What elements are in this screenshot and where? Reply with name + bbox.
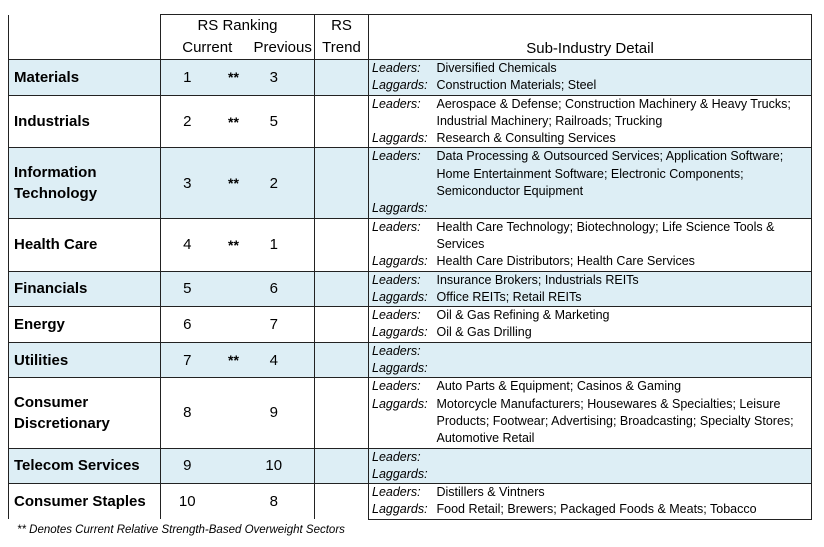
sector-name: Energy — [9, 307, 161, 343]
table-row — [9, 484, 812, 502]
previous-rank: 10 — [254, 448, 315, 484]
current-rank: 2 — [161, 95, 214, 148]
laggards-detail — [437, 360, 812, 378]
leaders-detail: Oil & Gas Refining & Marketing — [437, 307, 812, 325]
laggards-label: Laggards: — [369, 200, 437, 218]
table-row — [9, 148, 812, 166]
previous-rank: 7 — [254, 307, 315, 343]
rs-trend-header-line1: RS — [315, 15, 369, 36]
leaders-label: Leaders: — [369, 378, 437, 396]
leaders-detail: Insurance Brokers; Industrials REITs — [437, 271, 812, 289]
rs-trend-cell — [315, 342, 369, 378]
current-rank: 4 — [161, 218, 214, 271]
label-spacer — [369, 113, 437, 130]
laggards-detail: Construction Materials; Steel — [437, 77, 812, 95]
previous-rank: 8 — [254, 484, 315, 520]
current-rank: 6 — [161, 307, 214, 343]
overweight-marker — [214, 271, 254, 307]
laggards-detail: Health Care Distributors; Health Care Services — [437, 253, 812, 271]
laggards-detail: Research & Consulting Services — [437, 130, 812, 148]
current-rank: 1 — [161, 60, 214, 96]
overweight-marker: ** — [214, 148, 254, 218]
rs-trend-header-line2: Trend — [315, 35, 369, 60]
current-rank: 7 — [161, 342, 214, 378]
laggards-detail: Food Retail; Brewers; Packaged Foods & Meats; Tobacco — [437, 501, 812, 519]
leaders-detail: Aerospace & Defense; Construction Machinery & Heavy Trucks; — [437, 95, 812, 113]
leaders-label: Leaders: — [369, 448, 437, 466]
previous-rank: 1 — [254, 218, 315, 271]
leaders-detail: Semiconductor Equipment — [437, 183, 812, 200]
label-spacer — [369, 183, 437, 200]
sector-name: Consumer Discretionary — [9, 378, 161, 448]
rs-trend-cell — [315, 271, 369, 307]
table-row — [9, 218, 812, 236]
laggards-label: Laggards: — [372, 396, 428, 411]
sector-name: Financials — [9, 271, 161, 307]
leaders-detail: Diversified Chemicals — [437, 60, 812, 78]
leaders-detail: Services — [437, 236, 812, 253]
overweight-marker: ** — [214, 342, 254, 378]
rs-trend-cell — [315, 218, 369, 271]
previous-rank: 5 — [254, 95, 315, 148]
leaders-label: Leaders: — [369, 484, 437, 502]
rs-trend-cell — [315, 484, 369, 520]
leaders-label: Leaders: — [369, 307, 437, 325]
sector-name: Materials — [9, 60, 161, 96]
leaders-detail: Home Entertainment Software; Electronic Components; — [437, 166, 812, 183]
laggards-detail — [437, 200, 812, 218]
sector-name: Information Technology — [9, 148, 161, 218]
leaders-detail: Industrial Machinery; Railroads; Trucking — [437, 113, 812, 130]
laggards-label: Laggards: — [369, 466, 437, 484]
rs-trend-cell — [315, 60, 369, 96]
sector-name: Utilities — [9, 342, 161, 378]
leaders-detail: Data Processing & Outsourced Services; Application Software; — [437, 148, 812, 166]
overweight-marker — [214, 378, 254, 448]
leaders-label: Leaders: — [369, 271, 437, 289]
leaders-detail — [437, 448, 812, 466]
rs-trend-cell — [315, 448, 369, 484]
laggards-detail: Motorcycle Manufacturers; Housewares & Specialties; Leisure — [437, 396, 812, 413]
laggards-label: Laggards: — [369, 77, 437, 95]
table-row — [9, 271, 812, 289]
previous-rank: 9 — [254, 378, 315, 448]
table-row — [9, 448, 812, 466]
leaders-detail: Auto Parts & Equipment; Casinos & Gaming — [437, 378, 812, 396]
sector-name: Consumer Staples — [9, 484, 161, 520]
rs-trend-cell — [315, 378, 369, 448]
leaders-label: Leaders: — [369, 342, 437, 360]
laggards-label: Laggards: — [372, 131, 428, 146]
sector-name: Telecom Services — [9, 448, 161, 484]
laggards-detail: Office REITs; Retail REITs — [437, 289, 812, 307]
rs-trend-cell — [315, 95, 369, 148]
laggards-detail: Automotive Retail — [437, 430, 812, 448]
overweight-marker — [214, 307, 254, 343]
current-rank: 8 — [161, 378, 214, 448]
sub-industry-header: Sub-Industry Detail — [369, 15, 812, 60]
table-row — [9, 342, 812, 360]
leaders-detail: Distillers & Vintners — [437, 484, 812, 502]
previous-rank: 2 — [254, 148, 315, 218]
leaders-label: Leaders: — [369, 60, 437, 78]
sector-ranking-table — [8, 14, 812, 520]
label-spacer — [369, 430, 437, 448]
rs-trend-cell — [315, 148, 369, 218]
previous-rank: 4 — [254, 342, 315, 378]
overweight-marker — [214, 448, 254, 484]
previous-rank: 6 — [254, 271, 315, 307]
sector-name: Industrials — [9, 95, 161, 148]
current-rank: 10 — [161, 484, 214, 520]
table-row — [9, 95, 812, 113]
previous-header: Previous — [253, 38, 312, 56]
laggards-label: Laggards: — [369, 360, 437, 378]
overweight-marker: ** — [214, 60, 254, 96]
table-row — [9, 307, 812, 325]
laggards-detail — [437, 466, 812, 484]
sector-header — [9, 15, 161, 36]
leaders-label: Leaders: — [369, 148, 437, 166]
previous-rank: 3 — [254, 60, 315, 96]
footnote: ** Denotes Current Relative Strength-Based Overweight Sectors — [17, 524, 345, 536]
overweight-marker: ** — [214, 218, 254, 271]
laggards-detail: Oil & Gas Drilling — [437, 324, 812, 342]
leaders-detail — [437, 342, 812, 360]
label-spacer — [369, 166, 437, 183]
leaders-label: Leaders: — [369, 218, 437, 236]
laggards-label: Laggards: — [372, 254, 428, 269]
leaders-detail: Health Care Technology; Biotechnology; Life Science Tools & — [437, 218, 812, 236]
overweight-marker: ** — [214, 95, 254, 148]
rs-ranking-header: RS Ranking — [161, 15, 315, 36]
label-spacer — [369, 236, 437, 253]
rs-trend-cell — [315, 307, 369, 343]
current-rank: 3 — [161, 148, 214, 218]
laggards-detail: Products; Footwear; Advertising; Broadcasting; Specialty Stores; — [437, 413, 812, 430]
sector-name: Health Care — [9, 218, 161, 271]
table-row — [9, 378, 812, 396]
laggards-label: Laggards: — [372, 325, 428, 340]
table-row — [9, 60, 812, 78]
overweight-marker — [214, 484, 254, 520]
label-spacer — [369, 413, 437, 430]
laggards-label: Laggards: — [369, 289, 437, 307]
laggards-label: Laggards: — [369, 501, 437, 519]
current-rank: 5 — [161, 271, 214, 307]
current-header: Current — [182, 38, 233, 56]
leaders-label: Leaders: — [369, 95, 437, 113]
current-rank: 9 — [161, 448, 214, 484]
